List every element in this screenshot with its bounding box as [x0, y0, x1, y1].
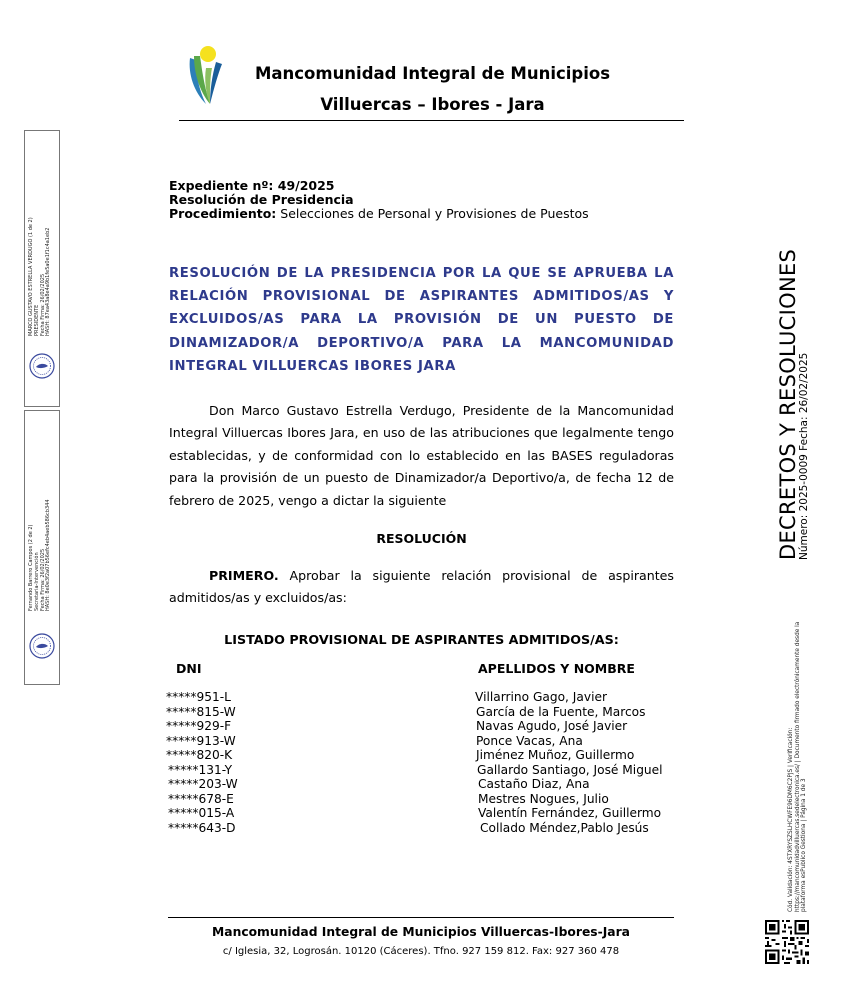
list-item — [0, 792, 842, 807]
dni-value: *****131-Y — [168, 762, 233, 777]
signature-1-line: Fecha Firma: 26/02/2025 — [39, 273, 46, 336]
resolucion-tipo: Resolución de Presidencia — [169, 192, 354, 207]
footer-divider — [168, 917, 674, 918]
decretos-label: DECRETOS Y RESOLUCIONES — [776, 248, 800, 560]
name-value: Ponce Vacas, Ana — [476, 733, 583, 748]
dni-value: *****929-F — [166, 719, 232, 733]
signature-2-line: Fernando Barrero Campos (2 de 2) — [28, 524, 34, 611]
list-item — [0, 719, 842, 734]
list-heading: LISTADO PROVISIONAL DE ASPIRANTES ADMITIDOS/AS: — [224, 632, 619, 647]
procedimiento-label: Procedimiento: — [169, 206, 277, 221]
signature-1-line: PRESIDENTE — [33, 304, 40, 336]
signature-2-line: Fecha Firma: 26/02/2025 — [39, 548, 46, 611]
signature-2-text — [29, 499, 52, 611]
signature-box-2 — [24, 410, 60, 685]
dni-value: *****015-A — [168, 806, 235, 820]
name-value: Navas Agudo, José Javier — [476, 719, 628, 733]
list-item — [0, 763, 842, 778]
column-header-dni: DNI — [176, 661, 202, 676]
seal-icon — [29, 353, 55, 379]
signature-1-text — [29, 217, 52, 336]
numero-fecha: Número: 2025-0009 Fecha: 26/02/2025 — [798, 352, 810, 560]
signature-box-1 — [24, 130, 60, 407]
dni-value: *****815-W — [166, 704, 236, 719]
list-item — [0, 690, 842, 705]
primero-label: PRIMERO. — [209, 568, 279, 583]
column-header-name: APELLIDOS Y NOMBRE — [478, 661, 635, 676]
body-paragraph-text: Don Marco Gustavo Estrella Verdugo, Presidente de la Mancomunidad Integral Villuercas Ibores Jara, en uso de las atribuciones que legalmente tengo establecidas, y de conformidad con lo establecido en las BASES reguladoras para la provisión de un puesto de Dinamizador/a Deportivo/a, de fecha 12 de febrero de 2025, vengo a dictar la siguiente — [169, 403, 674, 508]
seal-icon — [29, 633, 55, 659]
list-item — [0, 705, 842, 720]
resolucion-heading: RESOLUCIÓN — [376, 531, 467, 546]
list-item — [0, 777, 842, 792]
primero-paragraph — [169, 565, 674, 608]
name-value: Castaño Diaz, Ana — [478, 777, 590, 791]
dni-value: *****203-W — [168, 777, 238, 791]
name-value: Villarrino Gago, Javier — [475, 690, 607, 704]
dni-value: *****820-K — [166, 748, 233, 762]
expediente: Expediente nº: 49/2025 — [169, 178, 335, 193]
footer-address: c/ Iglesia, 32, Logrosán. 10120 (Cáceres). Tfno. 927 159 812. Fax: 927 360 478 — [222, 946, 620, 957]
dni-value: *****678-E — [168, 791, 234, 806]
name-value: Mestres Nogues, Julio — [478, 791, 609, 806]
procedimiento-value: Selecciones de Personal y Provisiones de Puestos — [276, 206, 589, 221]
list-item — [0, 806, 842, 821]
name-value: Gallardo Santiago, José Miguel — [477, 762, 663, 777]
qr-code-icon — [765, 920, 809, 964]
name-value: Collado Méndez,Pablo Jesús — [480, 820, 649, 835]
header-org-line1: Mancomunidad Integral de Municipios — [254, 64, 611, 83]
signature-2-line: Secretaria-Intervención — [33, 552, 40, 611]
document-title: RESOLUCIÓN DE LA PRESIDENCIA POR LA QUE SE APRUEBA LA RELACIÓN PROVISIONAL DE ASPIRANTES ADMITIDOS/AS Y EXCLUIDOS/AS PARA LA PROVISIÓN DE UN PUESTO DE DINAMIZADOR/A DEPORTIVO/A PARA LA MANCOMUNIDAD INTEGRAL VILLUERCAS IBORES JARA — [169, 266, 674, 374]
dni-value: *****913-W — [166, 733, 236, 748]
body-paragraph — [169, 400, 674, 512]
name-value: Jiménez Muñoz, Guillermo — [476, 748, 635, 762]
signature-1-line: MARCO GUSTAVO ESTRELLA VERDUGO (1 de 2) — [28, 217, 34, 336]
procedimiento — [169, 207, 589, 221]
list-item — [0, 748, 842, 763]
name-value: García de la Fuente, Marcos — [476, 704, 646, 719]
name-value: Valentín Fernández, Guillermo — [478, 806, 662, 820]
header-divider — [179, 120, 684, 121]
list-item — [0, 821, 842, 836]
dni-value: *****643-D — [168, 820, 236, 835]
footer-org: Mancomunidad Integral de Municipios Villuercas-Ibores-Jara — [212, 925, 630, 939]
list-item — [0, 734, 842, 749]
signature-1-line: HASH: 87ea43a8e4a9b1fe5a0e1f1c4a1eb2 — [45, 227, 52, 336]
validation-text: Cód. Validación: 4STXRYSZSLHCWFE96DM6C2PJS | Verificación: https://mancomunidadvilluercas.sedelectronica.es/ | Documento firmado electrónicamente desde la plataforma esPublico Gestiona | Página 1 de 3 — [788, 621, 808, 912]
header-org-line2: Villuercas – Ibores - Jara — [320, 95, 545, 114]
signature-2-line: HASH: 8e0e3f2a07b56efc4eb4aeb586cb344 — [45, 499, 52, 611]
dni-value: *****951-L — [166, 690, 231, 704]
applicants-list — [0, 690, 842, 835]
primero-text: Aprobar la siguiente relación provisional de aspirantes admitidos/as y excluidos/as: — [169, 568, 674, 605]
